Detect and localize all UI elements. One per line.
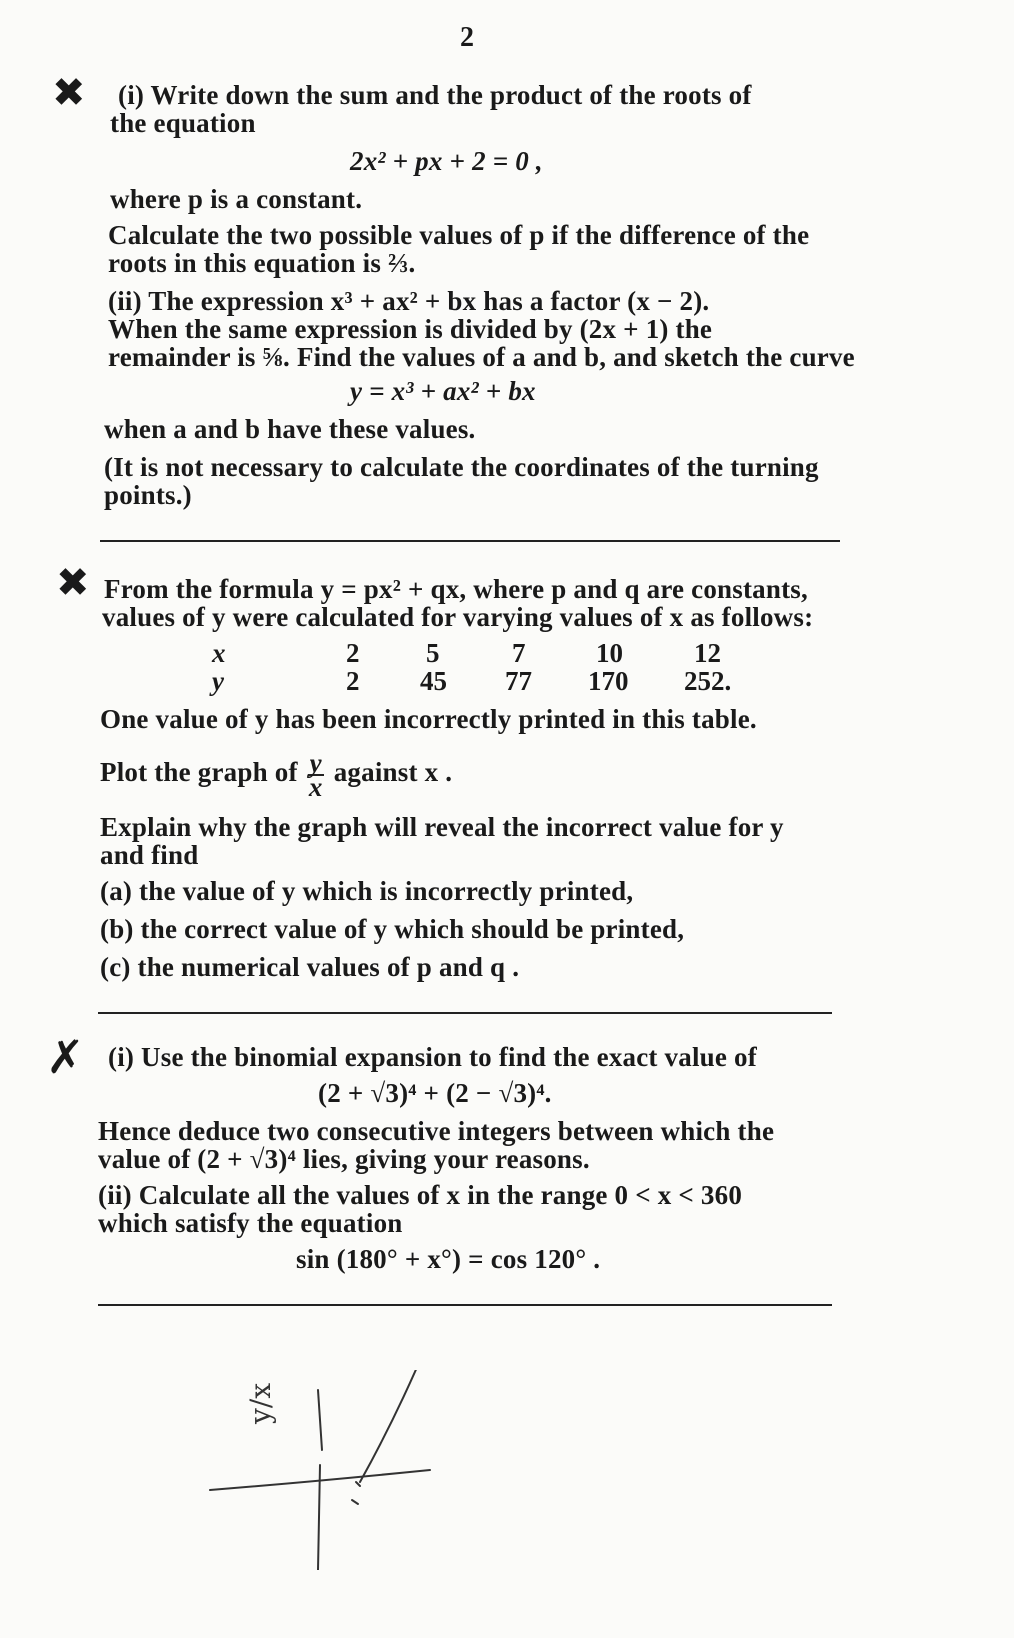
q1-line-4: Calculate the two possible values of p if the difference of the bbox=[108, 220, 810, 250]
fraction-numerator: y bbox=[309, 748, 322, 778]
table-cell: 2 bbox=[346, 638, 360, 668]
question-2-mark: ✖ bbox=[56, 560, 90, 606]
page-number: 2 bbox=[460, 22, 474, 53]
q3-line-5: which satisfy the equation bbox=[98, 1208, 403, 1238]
q3-line-4: (ii) Calculate all the values of x in the range 0 < x < 360 bbox=[98, 1180, 743, 1210]
table-x-label: x bbox=[212, 638, 226, 668]
table-cell: 7 bbox=[512, 638, 526, 668]
q2-line-4a: Plot the graph of bbox=[100, 757, 298, 788]
q3-line-1: (i) Use the binomial expansion to find the exact value of bbox=[108, 1042, 757, 1072]
q1-line-10: (It is not necessary to calculate the coordinates of the turning bbox=[104, 452, 819, 482]
sketch-label: y/x bbox=[244, 1382, 277, 1424]
q1-line-3: where p is a constant. bbox=[110, 184, 363, 214]
q1-line-11: points.) bbox=[104, 480, 192, 510]
q2-part-b: (b) the correct value of y which should be printed, bbox=[100, 914, 685, 944]
q1-line-2: the equation bbox=[110, 108, 256, 138]
table-cell: 170 bbox=[588, 666, 629, 696]
fraction-denominator: x bbox=[308, 772, 323, 802]
divider-1 bbox=[100, 540, 840, 542]
table-cell: 252. bbox=[684, 666, 732, 696]
divider-2 bbox=[98, 1012, 832, 1014]
q2-part-a: (a) the value of y which is incorrectly printed, bbox=[100, 876, 634, 906]
sketch-mark bbox=[352, 1482, 360, 1504]
divider-3 bbox=[98, 1304, 832, 1306]
q1-equation: 2x² + px + 2 = 0 , bbox=[350, 146, 543, 176]
q3-equation: (2 + √3)⁴ + (2 − √3)⁴. bbox=[318, 1078, 552, 1108]
sketch-line bbox=[360, 1370, 432, 1482]
q3-line-3: value of (2 + √3)⁴ lies, giving your reasons. bbox=[98, 1144, 590, 1174]
q2-line-2: values of y were calculated for varying values of x as follows: bbox=[102, 602, 814, 632]
question-3-mark: ✗ bbox=[46, 1030, 85, 1084]
q1-line-7: When the same expression is divided by (2x + 1) the bbox=[108, 314, 713, 344]
question-1-mark: ✖ bbox=[52, 70, 86, 116]
table-cell: 12 bbox=[694, 638, 721, 668]
q2-line-1: From the formula y = px² + qx, where p and q are constants, bbox=[104, 574, 808, 604]
q1-line-8: remainder is ⅝. Find the values of a and b, and sketch the curve bbox=[108, 342, 855, 372]
q1-line-5: roots in this equation is ⅔. bbox=[108, 248, 416, 278]
table-cell: 2 bbox=[346, 666, 360, 696]
table-cell: 77 bbox=[505, 666, 532, 696]
q3-equation-2: sin (180° + x°) = cos 120° . bbox=[296, 1244, 601, 1274]
q2-line-4b: against x . bbox=[333, 757, 453, 788]
q1-line-6: (ii) The expression x³ + ax² + bx has a factor (x − 2). bbox=[108, 286, 710, 316]
y-over-x-fraction bbox=[308, 748, 324, 802]
q1-equation-2: y = x³ + ax² + bx bbox=[350, 376, 536, 406]
q2-line-4 bbox=[100, 748, 453, 802]
q2-part-c: (c) the numerical values of p and q . bbox=[100, 952, 520, 982]
q2-line-3: One value of y has been incorrectly printed in this table. bbox=[100, 704, 757, 734]
table-cell: 5 bbox=[426, 638, 440, 668]
q3-line-2: Hence deduce two consecutive integers between which the bbox=[98, 1116, 775, 1146]
q2-line-6: and find bbox=[100, 840, 199, 870]
q1-line-1: (i) Write down the sum and the product of the roots of bbox=[118, 80, 752, 110]
q1-line-9: when a and b have these values. bbox=[104, 414, 476, 444]
table-cell: 10 bbox=[596, 638, 623, 668]
q2-line-5: Explain why the graph will reveal the incorrect value for y bbox=[100, 812, 784, 842]
table-y-label: y bbox=[212, 666, 224, 696]
handwritten-sketch bbox=[200, 1370, 620, 1570]
table-cell: 45 bbox=[420, 666, 447, 696]
